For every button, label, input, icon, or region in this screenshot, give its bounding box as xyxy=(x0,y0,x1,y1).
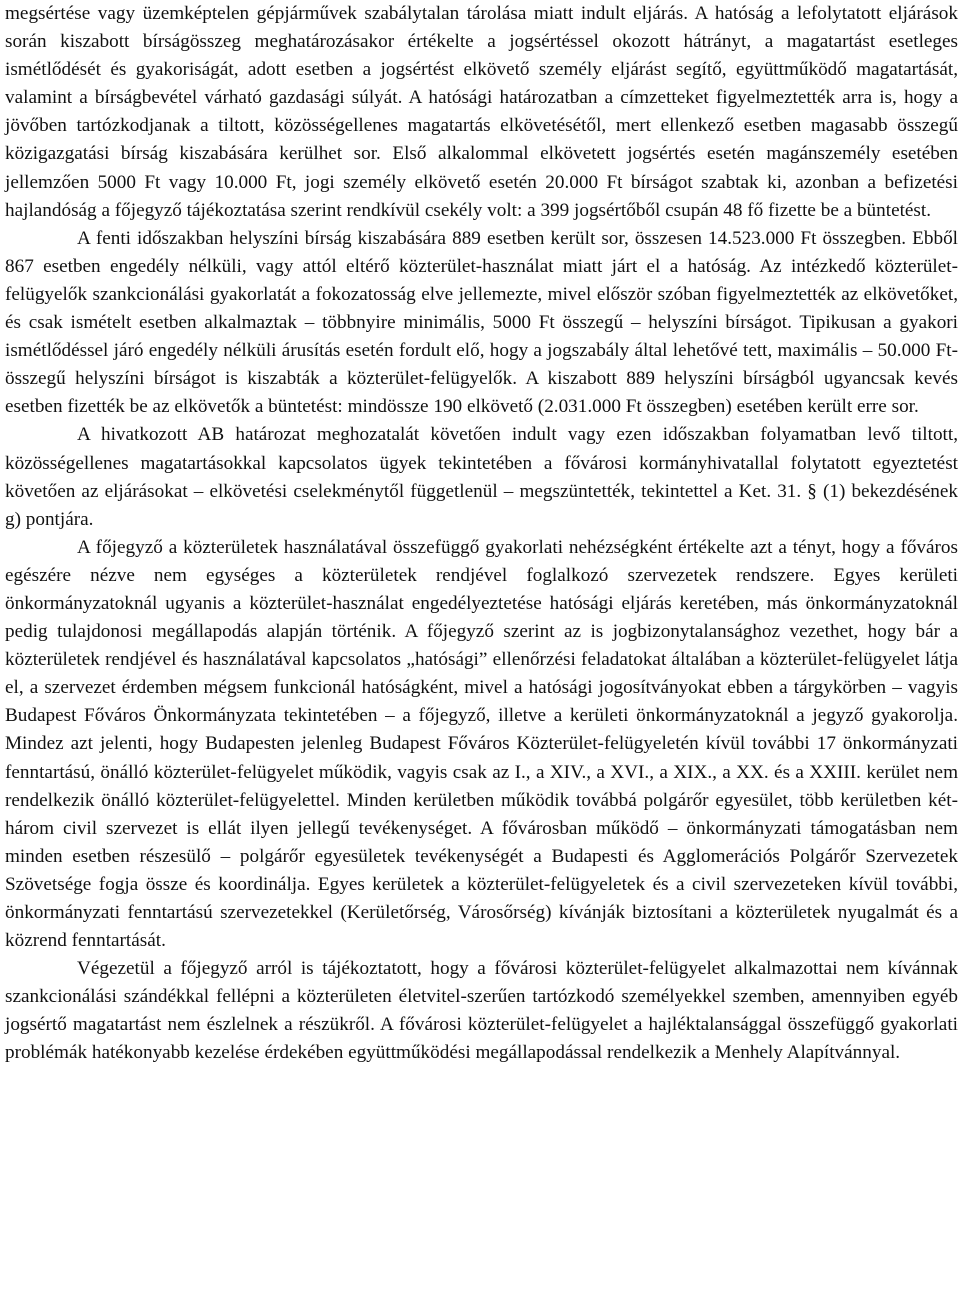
sentence: megsértése vagy üzemképtelen gépjárművek szabálytalan tárolása miatt indult eljárás. xyxy=(5,3,689,24)
paragraph-1 xyxy=(5,0,958,225)
sentence: A kiszabott 889 helyszíni bírságból ugyancsak kevés esetben fizették be az elkövetők a büntetést: mindössze 190 elkövető (2.031.000 Ft összegben) esetében került erre sor. xyxy=(5,368,958,418)
sentence: A hatóság a lefolytatott eljárások során kiszabott bírságösszeg meghatározásakor értékelte a jogsértéssel okozott hátrányt, a magatartást esetleges ismétlődését és gyakoriságát, adott esetben a jogsértést elkövető személy eljárást segítő, együttműködő magatartását, valamint a bírságbevétel várható gazdasági súlyát. xyxy=(5,3,958,109)
sentence: A hatósági határozatban a címzetteket figyelmeztették arra is, hogy a jövőben tartózkodjanak a tiltott, közösségellenes magatartás elkövetésétől, mert ellenkező esetben magasabb összegű közigazgatási bírság kiszabására kerülhet sor. xyxy=(5,87,958,165)
sentence: A hivatkozott AB határozat meghozatalát követően indult vagy ezen időszakban folyamatban levő tiltott, közösségellenes magatartásokkal kapcsolatos ügyek tekintetében a fővárosi kormányhivatallal folytatott egyeztetést követően az eljárásokat – elkövetési cselekménytől függetlenül – megszüntették, tekintettel a Ket. 31. § (1) bekezdésének g) pontjára. xyxy=(5,424,958,530)
sentence: A fenti időszakban helyszíni bírság kiszabására 889 esetben került sor, összesen 14.523.000 Ft összegben. xyxy=(77,227,907,249)
sentence: Ebből 867 esetben engedély nélküli, vagy attól eltérő közterület-használat miatt járt el a hatóság. xyxy=(5,227,958,277)
sentence: Egyes kerületi önkormányzatoknál ugyanis a közterület-használat engedélyeztetése hatósági eljárás keretében, más önkormányzatoknál pedig tulajdonosi megállapodás alapján történik. xyxy=(5,564,958,643)
paragraph-4 xyxy=(5,534,958,955)
paragraph-5 xyxy=(5,955,958,1067)
sentence: A fővárosban működő – önkormányzati támogatásban nem minden esetben részesülő – polgárőr egyesületek tevékenységét a Budapesti és Agglomerációs Polgárőr Szervezetek Szövetsége fogja össze és koordinálja. xyxy=(5,817,958,895)
paragraph-3 xyxy=(5,421,958,533)
sentence: Első alkalommal elkövetett jogsértés esetén magánszemély esetében jellemzően 5000 Ft vagy 10.000 Ft, jogi személy elkövető esetén 20.000 Ft bírságot szabtak ki, azonban a befizetési hajlandóság a főjegyző tájékoztatása szerint rendkívül csekély volt: a 399 jogsértőből csupán 48 fő fizette be a büntetést. xyxy=(5,143,958,221)
sentence: Egyes kerületek a közterület-felügyeletek és a civil szervezeteken kívül további, önkormányzati fenntartású szervezetekkel (Kerületőrség, Városőrség) kívánják biztosítani a közterületek nyugalmát és a közrend fenntartását. xyxy=(5,873,959,952)
paragraph-2 xyxy=(5,225,958,422)
sentence: Tipikusan a gyakori ismétlődéssel járó engedély nélküli árusítás esetén fordult elő, hogy a jogszabály által lehetővé tett, maximális – 50.000 Ft- összegű helyszíni bírságot is kiszabták a közterület-felügyelők. xyxy=(5,312,959,390)
sentence: Az intézkedő közterület-felügyelők szankcionálási gyakorlatát a fokozatosság elve jellemezte, mivel először szóban figyelmeztették az elkövetőket, és csak ismételt esetben alkalmaztak – többnyire minimális, 5000 Ft összegű – helyszíni bírságot. xyxy=(5,255,958,334)
sentence: A főjegyző a közterületek használatával összefüggő gyakorlati nehézségként értékelte azt a tényt, hogy a főváros egészére nézve nem egységes a közterületek rendjével foglalkozó szervezetek rendszere. xyxy=(5,536,958,586)
sentence: Minden kerületben működik továbbá polgárőr egyesület, több kerületben két-három civil szervezet is ellát ilyen jellegű tevékenységet. xyxy=(5,789,958,839)
sentence: Végezetül a főjegyző arról is tájékoztatott, hogy a fővárosi közterület-felügyelet alkalmazottai nem kívánnak szankcionálási szándékkal fellépni a közterületen életvitel-szerűen tartózkodó személyekkel szemben, amennyiben egyéb jogsértő magatartást nem észlelnek a részükről. xyxy=(5,958,958,1036)
sentence: A fővárosi közterület-felügyelet a hajléktalansággal összefüggő gyakorlati problémák hatékonyabb kezelése érdekében együttműködési megállapodással rendelkezik a Menhely Alapítvánnyal. xyxy=(5,1014,958,1064)
sentence: A főjegyző szerint az is jogbizonytalansághoz vezethet, hogy bár a közterületek rendjével és használatával kapcsolatos „hatósági” ellenőrzési feladatokat általában a közterület-felügyelet látja el, a szervezet érdemben mégsem funkcionál hatóságként, mivel a hatósági jogosítványokat ebben a tárgykörben – vagyis Budapest Főváros Önkormányzata tekintetében – a főjegyző, illetve a kerületi önkormányzatoknál a jegyző gyakorolja. xyxy=(5,621,958,727)
sentence: Mindez azt jelenti, hogy Budapesten jelenleg Budapest Főváros Közterület-felügyeletén kívül további 17 önkormányzati fenntartású, önálló közterület-felügyelet működik, vagyis csak az I., a XIV., a XVI., a XIX., a XX. és a XXIII. kerület nem rendelkezik önálló közterület-felügyelettel. xyxy=(5,733,958,811)
document-page xyxy=(5,0,958,1068)
